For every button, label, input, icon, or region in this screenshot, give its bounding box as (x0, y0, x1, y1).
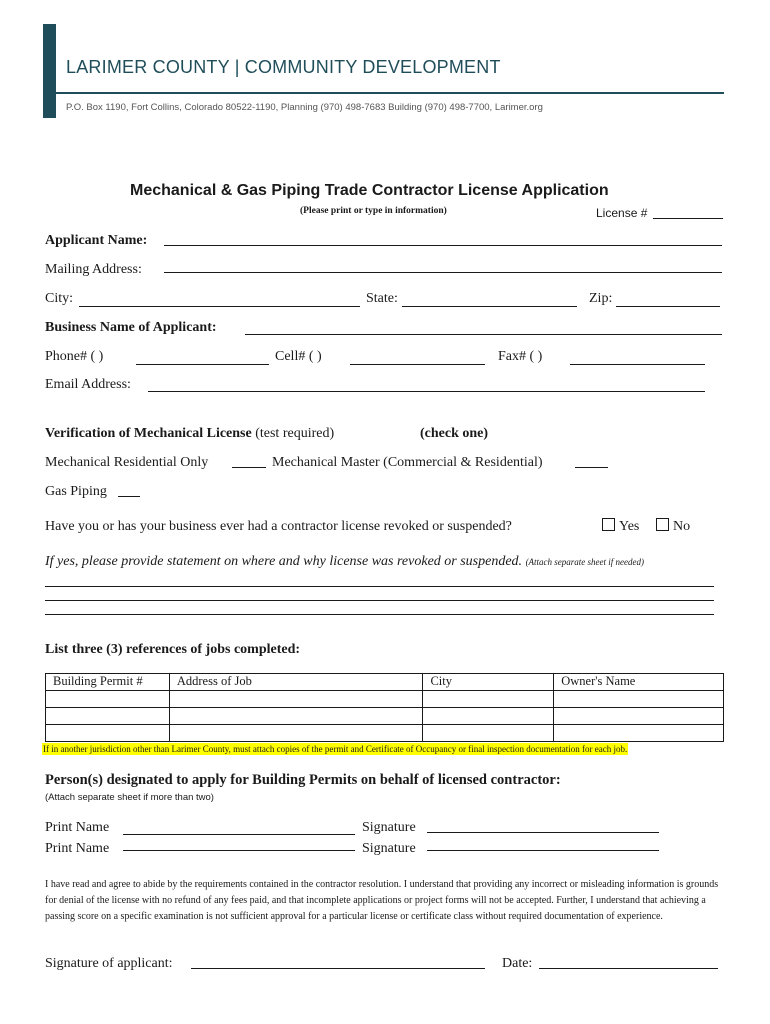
table-cell[interactable] (169, 725, 423, 742)
table-cell[interactable] (554, 691, 724, 708)
applicant-signature-label: Signature of applicant: (45, 956, 173, 971)
date-field[interactable] (539, 968, 718, 969)
statement-line-1[interactable] (45, 586, 714, 587)
residential-option-label: Mechanical Residential Only (45, 455, 209, 470)
yes-label: Yes (619, 519, 640, 534)
header-rule (56, 92, 724, 94)
zip-field[interactable] (616, 306, 720, 307)
jurisdiction-note: If in another jurisdiction other than Larimer County, must attach copies of the permit and Certificate of Occupancy or final inspection documentation for each job. (43, 744, 628, 754)
yes-option[interactable] (602, 518, 639, 535)
statement-line-2[interactable] (45, 600, 714, 601)
applicant-name-field[interactable] (164, 245, 722, 246)
state-field[interactable] (402, 306, 577, 307)
zip-label: Zip: (589, 291, 613, 306)
email-label: Email Address: (45, 377, 131, 392)
table-row (46, 725, 724, 742)
table-cell[interactable] (169, 691, 423, 708)
header-accent-bar (43, 24, 56, 118)
signature-field-2[interactable] (427, 850, 659, 851)
mailing-address-field[interactable] (164, 272, 722, 273)
table-cell[interactable] (423, 725, 554, 742)
mailing-address-label: Mailing Address: (45, 262, 142, 277)
agreement-text: I have read and agree to abide by the requirements contained in the contractor resolution. I understand that providing any incorrect or misleading information is grounds for denial of the license with no refund of any fees paid, and that incomplete applications or project forms will not be accepted. Further, I understand that achieving a passing score on a specific examination is not sufficient approval for a particular license or certificate class without required documentation of experience. (45, 879, 719, 922)
table-cell[interactable] (423, 708, 554, 725)
table-row (46, 691, 724, 708)
references-heading: List three (3) references of jobs completed: (45, 642, 301, 657)
statement-prompt: If yes, please provide statement on where and why license was revoked or suspended. (45, 554, 523, 569)
business-name-label: Business Name of Applicant: (45, 320, 217, 335)
license-number-field[interactable] (653, 218, 723, 219)
signature-field-1[interactable] (427, 832, 659, 833)
org-address: P.O. Box 1190, Fort Collins, Colorado 80522-1190, Planning (970) 498-7683 Building (970) 498-7700, Larimer.org (66, 102, 543, 113)
applicant-signature-field[interactable] (191, 968, 485, 969)
gas-piping-label: Gas Piping (45, 484, 107, 499)
statement-line-3[interactable] (45, 614, 714, 615)
phone-field[interactable] (136, 364, 269, 365)
form-title: Mechanical & Gas Piping Trade Contractor License Application (130, 182, 609, 199)
license-number-label: License # (596, 206, 648, 220)
no-option[interactable] (656, 518, 690, 535)
org-name: LARIMER COUNTY | COMMUNITY DEVELOPMENT (66, 57, 501, 77)
state-label: State: (366, 291, 398, 306)
table-header-row (46, 674, 724, 691)
print-name-field-1[interactable] (123, 834, 355, 835)
verification-heading: Verification of Mechanical License (45, 426, 252, 441)
date-label: Date: (502, 956, 533, 971)
yes-checkbox[interactable] (602, 518, 615, 531)
email-field[interactable] (148, 391, 705, 392)
cell-label: Cell# ( ) (275, 349, 322, 364)
city-label: City: (45, 291, 74, 306)
table-cell[interactable] (46, 691, 170, 708)
signature-label-1: Signature (362, 820, 416, 835)
no-checkbox[interactable] (656, 518, 669, 531)
business-name-field[interactable] (245, 334, 722, 335)
statement-attach-note: (Attach separate sheet if needed) (525, 557, 645, 567)
cell-field[interactable] (350, 364, 485, 365)
print-name-label-2: Print Name (45, 841, 110, 856)
fax-field[interactable] (570, 364, 705, 365)
print-name-label-1: Print Name (45, 820, 110, 835)
applicant-name-label: Applicant Name: (45, 233, 148, 248)
table-row (46, 708, 724, 725)
designated-attach-note: (Attach separate sheet if more than two) (45, 792, 214, 803)
check-one-note: (check one) (420, 426, 489, 441)
table-cell[interactable] (169, 708, 423, 725)
master-option-label: Mechanical Master (Commercial & Residential) (272, 455, 543, 470)
table-cell[interactable] (46, 725, 170, 742)
table-cell[interactable] (554, 708, 724, 725)
no-label: No (673, 519, 691, 534)
phone-label: Phone# ( ) (45, 349, 104, 364)
table-cell[interactable] (46, 708, 170, 725)
table-cell[interactable] (423, 691, 554, 708)
table-cell[interactable] (554, 725, 724, 742)
test-required-note: (test required) (255, 426, 335, 441)
revoked-question: Have you or has your business ever had a contractor license revoked or suspended? (45, 519, 512, 534)
references-table (45, 673, 724, 742)
column-header: Owner's Name (554, 674, 724, 691)
print-name-field-2[interactable] (123, 850, 355, 851)
master-option-field[interactable] (575, 467, 608, 468)
column-header: Building Permit # (46, 674, 170, 691)
signature-label-2: Signature (362, 841, 416, 856)
residential-option-field[interactable] (232, 467, 266, 468)
city-field[interactable] (79, 306, 360, 307)
designated-heading: Person(s) designated to apply for Building Permits on behalf of licensed contractor: (45, 772, 561, 788)
form-subtitle: (Please print or type in information) (300, 206, 447, 216)
column-header: Address of Job (169, 674, 423, 691)
column-header: City (423, 674, 554, 691)
fax-label: Fax# ( ) (498, 349, 543, 364)
gas-piping-field[interactable] (118, 496, 140, 497)
